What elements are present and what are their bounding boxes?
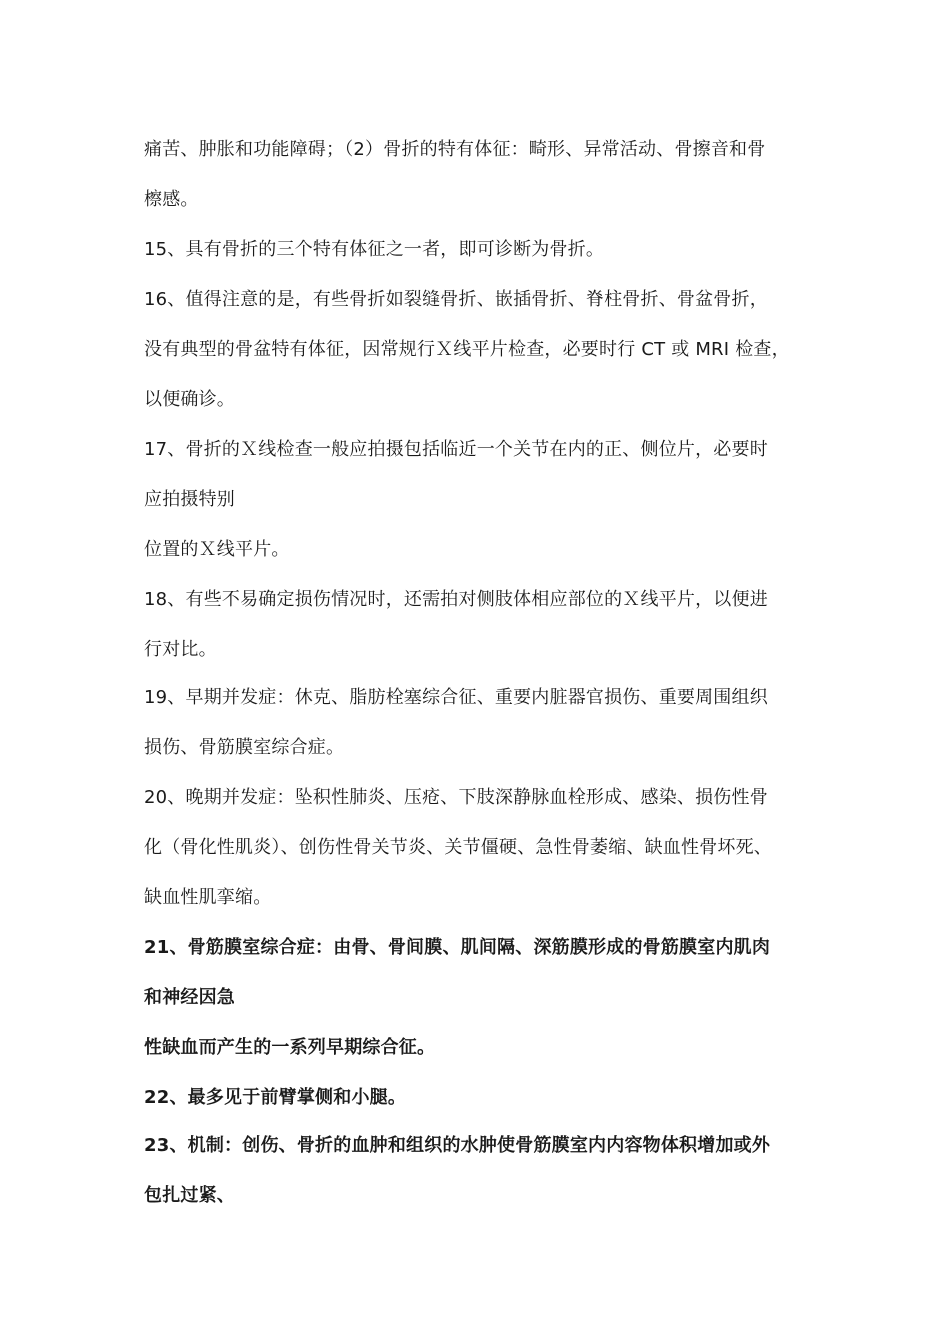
text-line-bold: 和神经因急 bbox=[144, 987, 235, 1008]
text-line: 缺血性肌挛缩。 bbox=[144, 887, 272, 908]
text-line: 损伤、骨筋膜室综合症。 bbox=[144, 737, 345, 758]
text-line: 位置的Ｘ线平片。 bbox=[144, 539, 290, 560]
text-line: 17、骨折的Ｘ线检查一般应拍摄包括临近一个关节在内的正、侧位片，必要时 bbox=[144, 439, 768, 460]
text-line: 痛苦、肿胀和功能障碍；（2）骨折的特有体征：畸形、异常活动、骨擦音和骨 bbox=[144, 139, 766, 160]
text-line: 以便确诊。 bbox=[144, 389, 235, 410]
text-line-bold: 23、机制：创伤、骨折的血肿和组织的水肿使骨筋膜室内内容物体积增加或外 bbox=[144, 1135, 771, 1156]
text-line: 19、早期并发症：休克、脂肪栓塞综合征、重要内脏器官损伤、重要周围组织 bbox=[144, 687, 768, 708]
text-line: 16、值得注意的是，有些骨折如裂缝骨折、嵌插骨折、脊柱骨折、骨盆骨折， bbox=[144, 289, 768, 310]
text-line: 化（骨化性肌炎）、创伤性骨关节炎、关节僵硬、急性骨萎缩、缺血性骨坏死、 bbox=[144, 837, 772, 858]
text-line-bold: 性缺血而产生的一系列早期综合征。 bbox=[144, 1037, 436, 1058]
text-line: 檫感。 bbox=[144, 189, 199, 210]
text-line: 没有典型的骨盆特有体征，因常规行Ｘ线平片检查，必要时行 CT 或 MRI 检查， bbox=[144, 339, 790, 360]
text-line: 18、有些不易确定损伤情况时，还需拍对侧肢体相应部位的Ｘ线平片，以便进 bbox=[144, 589, 768, 610]
text-line: 15、具有骨折的三个特有体征之一者，即可诊断为骨折。 bbox=[144, 239, 605, 260]
text-line: 20、晚期并发症：坠积性肺炎、压疮、下肢深静脉血栓形成、感染、损伤性骨 bbox=[144, 787, 768, 808]
text-line-bold: 包扎过紧、 bbox=[144, 1185, 235, 1206]
text-line-bold: 22、最多见于前臂掌侧和小腿。 bbox=[144, 1087, 407, 1108]
text-line: 行对比。 bbox=[144, 639, 217, 660]
text-line-bold: 21、骨筋膜室综合症：由骨、骨间膜、肌间隔、深筋膜形成的骨筋膜室内肌肉 bbox=[144, 937, 771, 958]
text-line: 应拍摄特别 bbox=[144, 489, 235, 510]
